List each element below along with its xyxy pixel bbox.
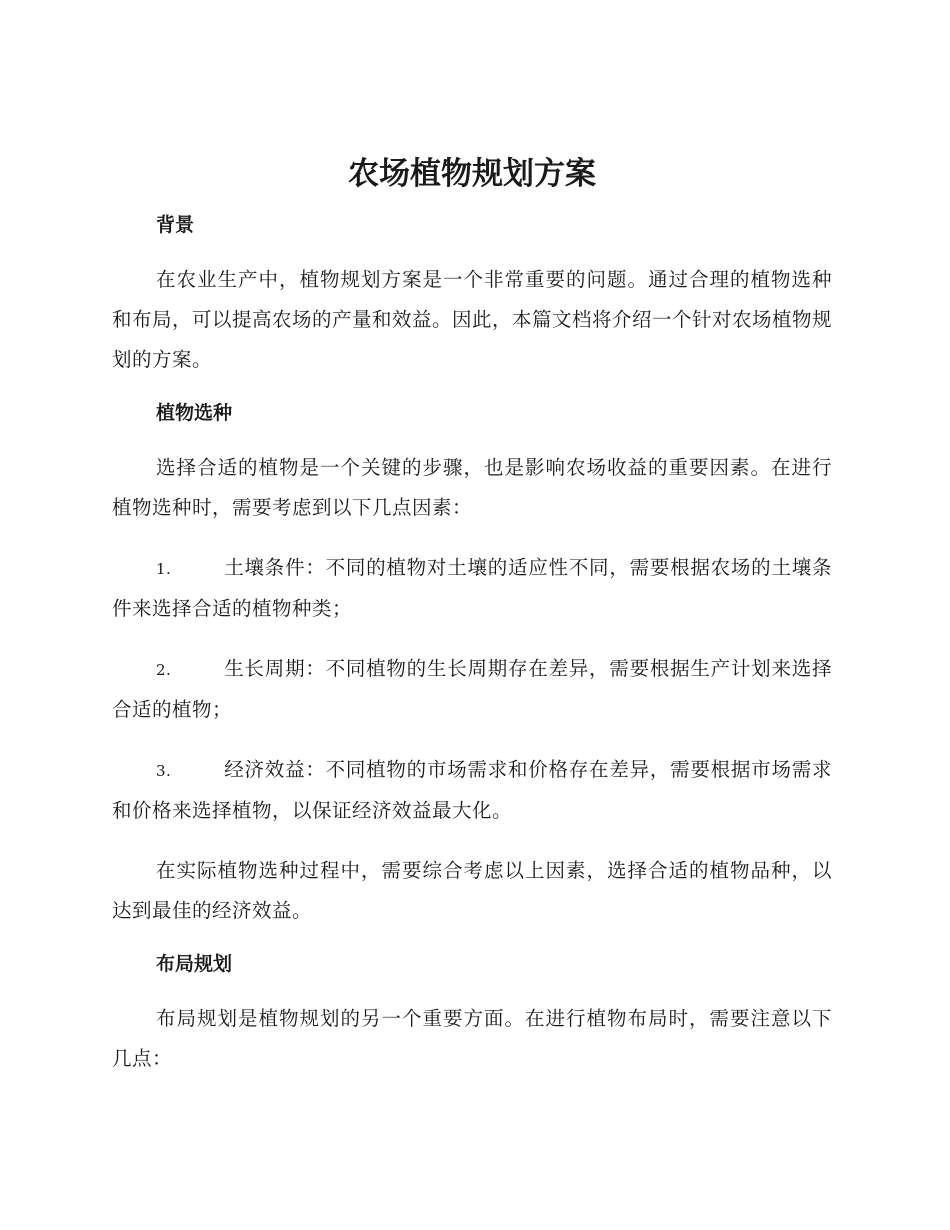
list-item-number: 2.	[156, 661, 172, 679]
plant-selection-outro: 在实际植物选种过程中，需要综合考虑以上因素，选择合适的植物品种，以达到最佳的经济效益。	[112, 859, 832, 922]
list-item	[112, 649, 832, 730]
background-paragraph: 在农业生产中，植物规划方案是一个非常重要的问题。通过合理的植物选种和布局，可以提高农场的产量和效益。因此，本篇文档将介绍一个针对农场植物规划的方案。	[112, 268, 833, 371]
plant-selection-intro: 选择合适的植物是一个关键的步骤，也是影响农场收益的重要因素。在进行植物选种时，需要考虑到以下几点因素：	[112, 456, 832, 519]
document-title: 农场植物规划方案	[348, 156, 596, 192]
section-heading-layout-planning: 布局规划	[156, 953, 233, 975]
list-item	[112, 750, 832, 831]
document-body	[112, 150, 832, 1099]
list-item-text: 土壤条件：不同的植物对土壤的适应性不同，需要根据农场的土壤条件来选择合适的植物种类；	[112, 556, 832, 620]
list-item-number: 3.	[156, 762, 172, 780]
list-item-number: 1.	[156, 560, 172, 578]
list-item-text: 生长周期：不同植物的生长周期存在差异，需要根据生产计划来选择合适的植物；	[112, 657, 832, 721]
layout-planning-paragraph: 布局规划是植物规划的另一个重要方面。在进行植物布局时，需要注意以下几点：	[112, 1007, 832, 1070]
section-heading-plant-selection: 植物选种	[156, 402, 233, 424]
section-heading-background: 背景	[156, 214, 195, 236]
list-item	[112, 548, 832, 629]
list-item-text: 经济效益：不同植物的市场需求和价格存在差异，需要根据市场需求和价格来选择植物，以保证经济效益最大化。	[112, 758, 832, 822]
